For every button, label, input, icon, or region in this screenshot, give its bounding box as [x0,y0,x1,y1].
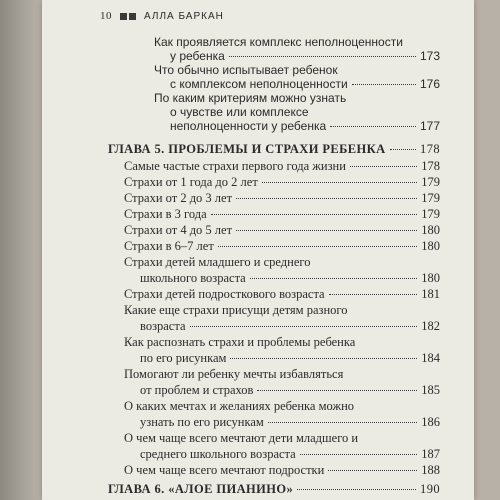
toc-entry [140,446,440,462]
toc-entry-text: школьного возраста [140,271,246,285]
dot-leader [352,84,416,85]
toc-entry-text: Страхи в 6–7 лет [124,239,214,253]
toc-entry [140,382,440,398]
toc-entry [124,206,440,222]
toc-entry [124,286,440,302]
dot-leader [300,454,418,455]
table-of-contents [42,0,474,500]
toc-entry-text: Самые частые страхи первого года жизни [124,159,346,173]
toc-page-number: 190 [420,482,440,496]
toc-page-number: 177 [419,119,440,133]
chapter-title: ГЛАВА 6. «АЛОЕ ПИАНИНО» [108,482,294,496]
dot-leader [250,278,418,279]
dot-leader [390,149,416,150]
dot-leader [190,326,418,327]
dot-leader [297,489,416,490]
toc-entry-text: Какие еще страхи присущи детям разного [124,303,348,317]
toc-entry [124,238,440,254]
toc-entry-text: Страхи от 4 до 5 лет [124,223,233,237]
book-page [42,0,474,500]
dot-leader [350,166,417,167]
toc-entry [124,462,440,478]
toc-page-number: 179 [421,191,440,205]
toc-entry [124,174,440,190]
toc-entry-text: от проблем и страхов [140,383,254,397]
toc-entry-text: неполноценности у ребенка [170,119,327,133]
toc-entry-text: Что обычно испытывает ребенок [154,63,338,77]
toc-entry [140,270,440,286]
dot-leader [230,358,417,359]
toc-entry [140,350,440,366]
toc-page-number: 180 [421,239,440,253]
toc-entry-text: Страхи детей подросткового возраста [124,287,325,301]
book-gutter-shadow [0,0,40,500]
toc-entry [170,118,440,134]
toc-entry-text: с комплексом неполноценности [170,77,348,91]
toc-entry [140,414,440,430]
dot-leader [211,214,418,215]
toc-entry [140,318,440,334]
toc-entry-text: у ребенка [170,49,225,63]
toc-page-number: 179 [421,207,440,221]
toc-page-number: 182 [421,319,440,333]
toc-entry-text: узнать по его рисункам [140,415,264,429]
chapter-title: ГЛАВА 5. ПРОБЛЕМЫ И СТРАХИ РЕБЕНКА [108,142,386,156]
chapter-heading [108,142,440,157]
dot-leader [257,390,417,391]
toc-page-number: 180 [421,223,440,237]
toc-page-number: 180 [421,271,440,285]
toc-entry-text: О чем чаще всего мечтают дети младшего и [124,431,359,445]
dot-leader [268,422,417,423]
toc-entry-text: по его рисункам [140,351,227,365]
toc-entry-text: среднего школьного возраста [140,447,296,461]
toc-page-number: 179 [421,175,440,189]
toc-page-number: 185 [421,383,440,397]
toc-page-number: 186 [421,415,440,429]
dot-leader [236,198,417,199]
toc-page-number: 184 [421,351,440,365]
author-name: АЛЛА БАРКАН [144,10,224,22]
toc-entry-text: Помогают ли ребенку мечты избавляться [124,367,344,381]
toc-page-number: 181 [421,287,440,301]
toc-entry-text: Страхи от 1 года до 2 лет [124,175,258,189]
toc-entry [124,158,440,174]
dot-leader [330,126,416,127]
dot-leader [262,182,417,183]
toc-entry-text: Страхи в 3 года [124,207,207,221]
toc-entry-text: Как распознать страхи и проблемы ребенка [124,335,356,349]
dot-leader [328,470,417,471]
toc-page-number: 176 [419,77,440,91]
chapter-heading [108,482,440,497]
toc-entry-text: возраста [140,319,186,333]
page-number: 10 [100,10,112,22]
toc-entry-text: О чем чаще всего мечтают подростки [124,463,325,477]
toc-entry-text: О каких мечтах и желаниях ребенка можно [124,399,355,413]
toc-entry [124,222,440,238]
toc-entry-text: По каким критериям можно узнать [154,91,347,105]
toc-page-number: 178 [420,142,440,156]
toc-entry [124,190,440,206]
toc-entry-text: о чувстве или комплексе [170,105,309,119]
dot-leader [236,230,417,231]
toc-page-number: 188 [421,463,440,477]
dot-leader [218,246,417,247]
dot-leader [329,294,418,295]
toc-page-number: 178 [421,159,440,173]
toc-page-number: 173 [419,49,440,63]
toc-page-number: 187 [421,447,440,461]
toc-entry-text: Страхи детей младшего и среднего [124,255,311,269]
toc-entry-text: Страхи от 2 до 3 лет [124,191,233,205]
toc-entry-text: Как проявляется комплекс неполноценности [154,35,403,49]
dot-leader [229,56,416,57]
